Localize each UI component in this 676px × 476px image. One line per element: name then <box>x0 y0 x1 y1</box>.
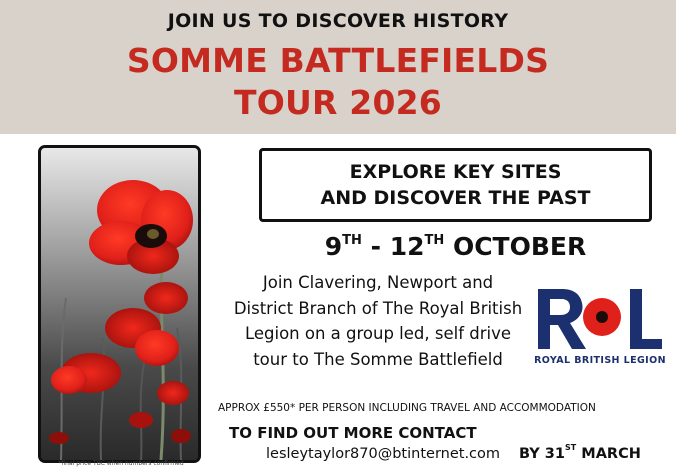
header-banner <box>0 0 676 134</box>
date-month: OCTOBER <box>444 232 587 261</box>
booking-deadline <box>519 443 641 462</box>
end-day: 12 <box>389 232 425 261</box>
poppy-image <box>41 148 198 460</box>
rbl-poppy-logo-icon <box>534 285 666 353</box>
tour-description <box>216 270 540 372</box>
deadline-day: BY 31 <box>519 446 565 462</box>
explore-line2: AND DISCOVER THE PAST <box>320 187 591 209</box>
description-line: District Branch of The Royal British <box>233 298 523 318</box>
logo-text: ROYAL BRITISH LEGION <box>534 355 666 366</box>
explore-box <box>259 148 652 222</box>
header-title-line1: SOMME BATTLEFIELDS <box>126 41 550 80</box>
header-subtitle: JOIN US TO DISCOVER HISTORY <box>167 10 509 32</box>
description-line: Join Clavering, Newport and <box>262 273 494 292</box>
description-line: Legion on a group led, self drive <box>244 324 512 343</box>
contact-heading: TO FIND OUT MORE CONTACT <box>229 424 477 442</box>
royal-british-legion-logo <box>534 285 666 371</box>
start-day: 9 <box>324 232 343 261</box>
tour-dates <box>259 231 652 263</box>
date-separator: - <box>361 232 390 261</box>
deadline-month: MARCH <box>576 446 641 462</box>
explore-line1: EXPLORE KEY SITES <box>349 161 562 183</box>
deadline-suffix: ST <box>565 443 577 452</box>
price-footnote: *final price TBC when numbers confirmed <box>58 460 184 467</box>
price-text: APPROX £550* PER PERSON INCLUDING TRAVEL AND ACCOMMODATION <box>218 402 596 414</box>
poppy-photo <box>38 145 201 463</box>
end-day-suffix: TH <box>424 233 445 248</box>
description-line: tour to The Somme Battlefield <box>253 349 503 369</box>
start-day-suffix: TH <box>342 233 362 248</box>
main-poppy <box>89 180 193 274</box>
header-title-line2: TOUR 2026 <box>234 83 442 122</box>
contact-email[interactable]: lesleytaylor870@btinternet.com <box>266 446 501 462</box>
